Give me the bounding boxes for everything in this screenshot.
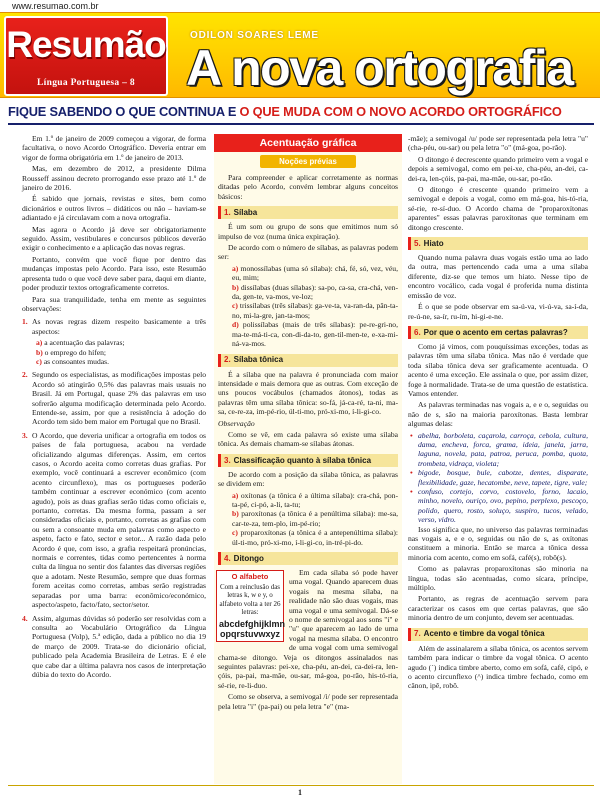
alphabet-title: O alfabeto (231, 572, 269, 581)
list-item: • abelha, borboleta, caçarola, carroça, cebola, cultura, dama, encheva, forca, grama, ideia, janela, jarra, laguna, novela, pata, patroa, peruca, pomba, quota, trombeta, vidraça, violeta; (418, 431, 588, 469)
paragraph: Mas agora o Acordo já deve ser obrigatoriamente seguido. Assim, vestibulares e concursos públicos deverão exigir o conhecimento e a aplicação das novas regras. (22, 224, 206, 253)
header-banner (0, 12, 600, 98)
subtitle-part2: O QUE MUDA COM O NOVO ACORDO ORTOGRÁFICO (239, 104, 562, 119)
list-item: 3. O Acordo, que deveria unificar a ortografia em todos os países de fala portuguesa, acabou na verdade oficializando algumas diferenças. Assim, em certos casos, o Acordo aceita como corretas duas grafias. Por exemplo, você continuará a escrever econômico (com acento circunflexo), mas os portugueses poderão também continuar a escrever económico (com acento agudo), pois as duas grafias serão tidas como oficiais e, portanto, corretas. Da mesma forma, passam a ser consideradas oficiais e, portanto, corretas as grafias com ou sem a consoante muda em palavras como aspecto e aspeto, facto e fato, sector e setor... A razão dada pelo Acordo é que, com isso, a grafia respeitará pronúncias, normais e correntes, tidas como pertencentes à norma culta da língua no sentir dos falantes das diversas regiões que a adotam. Neste Resumão, sempre que duas formas forem aceitas como corretas, ambas serão registradas separadas por uma barra: econômico/económico, aspecto/aspeto, facto/fato, sector/setor. (22, 430, 206, 610)
sub-item: b) o emprego do hífen; (36, 347, 107, 357)
subtitle-rule (8, 123, 594, 125)
column-3 (408, 134, 588, 693)
column-2 (214, 134, 402, 784)
paragraph: Além de assinalarem a sílaba tônica, os acentos servem também para indicar o timbre da vogal tônica. O acento agudo (´) indica timbre aberto, como em sofá, café, cipó, e o acento circunflexo (^) indica timbre fechado, como em cânon, ipê, robô. (408, 643, 588, 691)
sub-item: d) polissílabas (mais de três sílabas): pe-re-gri-no, ma-te-má-ti-ca, con-di-da-to, gen-til-men-te, e-xa-mi-ná-va-mos. (232, 320, 398, 349)
sub-item: b) dissílabas (duas sílabas): sa-po, ca-sa, cra-chá, ven-da, gen-te, va-mos, ve-loz; (232, 282, 398, 302)
paragraph: É a sílaba que na palavra é pronunciada com maior intensidade e mais demora que as outras. Com exceção de uns poucos vocábulos (chamados átonos), todas as palavras têm uma sílaba tônica: so-fá, já-ca-ré, ta-ni, ma-sa, ce-re-za, im-pé-rio, úl-ti-mo, pró-xi-mo, í-li-gi-co. (218, 369, 398, 417)
page-subtitle (8, 104, 594, 119)
paragraph: Como se vê, em cada palavra só existe uma sílaba tônica. As demais chamam-se sílabas átonas. (218, 429, 398, 449)
paragraph: É o que se pode observar em sa-ú-va, vi-ú-va, sa-í-da, re-ú-ne, sa-ír, ru-ím, hi-gi-e-ne. (408, 302, 588, 321)
page-title: A nova ortografia (186, 40, 573, 96)
alphabet-text: Com a reinclusão das letras k, w e y, o alfabeto volta a ter 26 letras: (219, 582, 281, 616)
paragraph: As palavras terminadas nas vogais a, e e o, seguidas ou não de s, são na maioria paroxítonas. Basta lembrar algumas delas: (408, 400, 588, 429)
paragraph: Para sua tranquilidade, tenha em mente as seguintes observações: (22, 294, 206, 313)
sub-item: c) proparoxítonas (a tônica é a antepenúltima sílaba): úl-ti-mo, pró-xi-mo, í-li-gi-co, in-tré-pi-do. (232, 528, 398, 547)
paragraph: Portanto, convém que você fique por dentro das mudanças impostas pelo Acordo. Para isso, este Resumão apresenta tudo o que você deve saber para, daqui em diante, poder produzir textos ortograficamente corretos. (22, 254, 206, 293)
page-number: 1 (298, 788, 302, 797)
sub-item: c) trissílabas (três sílabas): ga-ve-ta, va-ran-da, pân-ta-no, mi-la-gre, jan-ta-mos; (232, 301, 398, 320)
sub-item: a) a acentuação das palavras; (36, 338, 125, 348)
topic-heading: 1. Sílaba (218, 206, 398, 219)
subtitle-part1: FIQUE SABENDO O QUE CONTINUA E (8, 104, 240, 119)
list-item: 2. Segundo os especialistas, as modificações impostas pelo Acordo só atingirão 0,5% das palavras mais usuais no Brasil. Já em Portugal, quase 2% das palavras em uso sofrerão alguma modificação determinada pelo Acordo. Entende-se, assim, por que a resistência à adoção do Acordo tem sido bem maior em Portugal que no Brasil. (22, 370, 206, 427)
topic-heading: 5. Hiato (408, 237, 588, 250)
note-title: Observação (218, 418, 255, 428)
topic-heading: 3. Classificação quanto à sílaba tônica (218, 454, 398, 467)
topic-heading: 6. Por que o acento em certas palavras? (408, 326, 588, 339)
paragraph: Como se observa, a semivogal /i/ pode ser representada pela letra "i" (pa-pai) ou pela letra "e" (ma- (218, 692, 398, 711)
paragraph: Em cada sílaba só pode haver uma vogal. Quando aparecem duas vogais na mesma sílaba, na realidade não são duas vogais, mas uma vogal e uma semivogal. Dá-se o nome de semivogal aos sons "i" e "u" que aparecem ao lado de uma vogal na mesma sílaba. O encontro de uma vogal com uma semivogal chama-se ditongo. Veja os ditongos assinalados nas seguintes palavras: pei-xe, cha-péu, an-dei, ca-dei-ra, len-çóis, pa-pai, ma-mãe, ou-sar, má-goa, po-rão, his-tó-ria, sé-rie, re-li-duo. (218, 568, 398, 690)
brand-series: Língua Portuguesa – 8 (37, 78, 135, 88)
site-url: www.resumao.com.br (12, 1, 99, 11)
column-1 (22, 134, 206, 681)
paragraph: Isso significa que, no universo das palavras terminadas nas vogais a, e e o, seguidas ou não de s, as oxítonas constituem a minoria. Então se marca a tônica dessa minoria com acento, como em sofá, café(s), robô(s). (408, 524, 588, 562)
paragraph: Quando numa palavra duas vogais estão uma ao lado da outra, mas pertencendo cada uma a uma sílaba diferente, diz-se que temos um hiato. Nesse tipo de encontro vocálico, cada vogal é proferida numa distinta emissão de voz. (408, 253, 588, 300)
paragraph: Como as palavras proparoxítonas são minoria na língua, todas são acentuadas, como sícara, príncipe, múltiplo. (408, 564, 588, 593)
author-name: ODILON SOARES LEME (190, 30, 319, 41)
paragraph: Portanto, as regras de acentuação servem para caracterizar os casos em que certas palavras, que são minoria dentro de um conjunto, devem ser acentuadas. (408, 594, 588, 623)
section-header: Acentuação gráfica (214, 134, 402, 152)
section-subheader: Noções prévias (260, 155, 356, 168)
topic-heading: 4. Ditongo (218, 552, 398, 565)
topic-heading: 7. Acento e timbre da vogal tônica (408, 628, 588, 641)
list-item: 4. Assim, algumas dúvidas só poderão ser resolvidas com a consulta ao Vocabulário Ortográfico da Língua Portuguesa (Volp), 5.ª edição, dada a público no dia 19 de março de 2009. Trata-se do dicionário oficial, publicado pela Academia Brasileira de Letras. E é ele que cabe dar a última palavra nos casos de interpretação dúbia do texto do Acordo. (22, 613, 206, 679)
topic-heading: 2. Sílaba tônica (218, 354, 398, 367)
brand-title: Resumão (6, 24, 166, 65)
alphabet-box (216, 570, 284, 642)
paragraph: Mas, em dezembro de 2012, a presidente Dilma Rousseff assinou decreto prorrogando esse prazo até 1.º de janeiro de 2016. (22, 164, 206, 193)
alphabet-letters: abcdefghijklmn opqrstuvwxyz (219, 618, 286, 639)
sub-item: b) paroxítonas (a tônica é a penúltima sílaba): me-sa, car-te-za, tem-plo, im-pé-rio; (232, 509, 398, 528)
paragraph: Em 1.º de janeiro de 2009 começou a vigorar, de forma facultativa, o novo Acordo Ortográfico. Deveria entrar em vigor de forma obrigatória em 1.º de janeiro de 2013. (22, 134, 206, 162)
footer-rule (8, 785, 594, 786)
paragraph: Como já vimos, com pouquíssimas exceções, todas as palavras têm uma sílaba tônica. Mas não é verdade que toda sílaba tônica deva ser graficamente acentuada. O acento é uma exceção. Ele assinala o que, por assim dizer, foge à normalidade. Trata-se de uma questão de estatística. Vamos entender. (408, 341, 588, 398)
sub-item: a) monossílabas (uma só sílaba): chá, fé, só, vez, véu, eu, mim; (232, 263, 399, 283)
brand-logo (4, 16, 168, 96)
sub-item: a) oxítonas (a tônica é a última sílaba): cra-chá, pon-ta-pé, ci-pó, a-li, ta-tu; (232, 490, 398, 509)
paragraph: -mãe); a semivogal /u/ pode ser representada pela letra "u" (cha-péu, ou-sar) ou pela letra "o" (má-goa, po-rão). (408, 134, 588, 153)
list-item: • confuso, cortejo, corvo, costovelo, forno, lacaio, minho, novelo, ouriço, ovo, pepino, perplexo, pescoço, polido, quero, rosto, soluço, suspiro, tucos, velado, verso, vidro. (418, 487, 588, 525)
list-item: 1. As novas regras dizem respeito basicamente a três aspectos: (22, 317, 206, 336)
example-list (408, 431, 588, 525)
paragraph: O ditongo é crescente quando primeiro vem a semivogal e depois a vogal, como em má-goa, his-tó-ria, sé-rie, re-sí-duo. O Acordo chama de "proparoxítonas aparentes" essas palavras paroxítonas que terminam em ditongo crescente. (408, 185, 588, 232)
paragraph: De acordo com a posição da sílaba tônica, as palavras se dividem em: (218, 469, 398, 489)
sub-item: c) as consoantes mudas. (36, 356, 109, 366)
paragraph: Para compreender e aplicar corretamente as normas ditadas pelo Acordo, convém lembrar alguns conceitos básicos: (218, 173, 398, 201)
list-item: • bigode, bosque, bule, cabotze, dentes, disparate, flexibilidade, gaze, hecatombe, neve, tapete, tigre, vale; (418, 468, 588, 487)
paragraph: É sabido que jornais, revistas e sites, bem como dicionários e outros livros – didáticos ou não – haviam-se adiantado e já circulavam com a nova ortografia. (22, 194, 206, 223)
paragraph: É um som ou grupo de sons que emitimos num só impulso de voz (numa única expiração). (218, 222, 398, 241)
paragraph: De acordo com o número de sílabas, as palavras podem ser: (218, 243, 398, 262)
paragraph: O ditongo é decrescente quando primeiro vem a vogal e depois a semivogal, como em pei-xe, cha-péu, an-dei, ca-dei-ra, len-çóis, pa-pai, ma-mãe, ou-sar, po-rão. (408, 154, 588, 183)
